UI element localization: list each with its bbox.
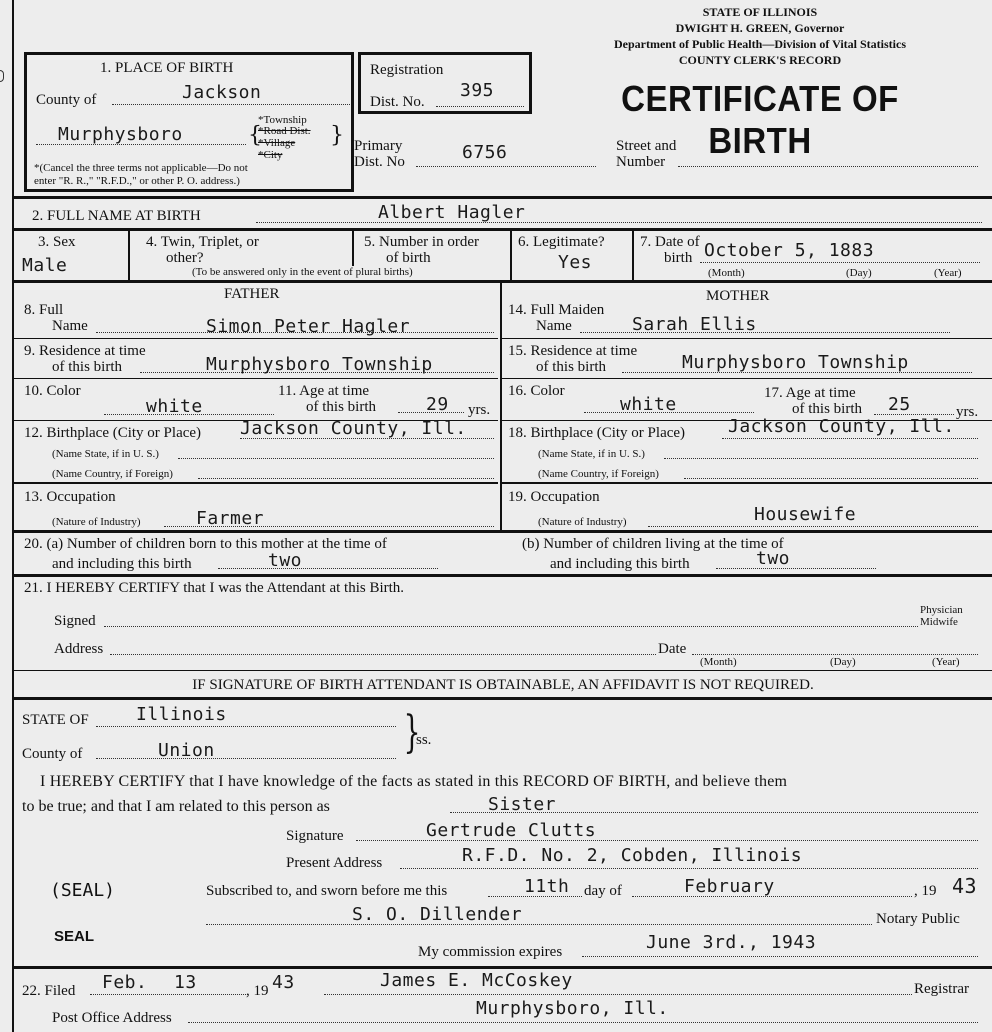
seal-paren-label: (SEAL)	[50, 880, 116, 901]
father-occupation-value: Farmer	[196, 508, 265, 529]
father-name-label-1: 8. Full	[24, 302, 64, 318]
page-title: CERTIFICATE OF BIRTH	[621, 78, 899, 161]
cancel-note-2: enter "R. R.," "R.F.D.," or other P. O. address.)	[34, 175, 240, 187]
children-born-label-1: 20. (a) Number of children born to this mother at the time of	[24, 536, 387, 552]
place-heading: 1. PLACE OF BIRTH	[100, 60, 234, 76]
attendant-address-label: Address	[54, 641, 104, 657]
father-age-value: 29	[426, 394, 449, 415]
commission-value: June 3rd., 1943	[646, 932, 817, 953]
opt-city: *City	[258, 149, 283, 161]
po-address-value: Murphysboro, Ill.	[476, 998, 669, 1019]
sworn-label: Subscribed to, and sworn before me this	[206, 883, 448, 899]
number-label: Number	[616, 154, 666, 170]
signature-value: Gertrude Clutts	[426, 820, 597, 841]
state-header: STATE OF ILLINOIS	[702, 5, 818, 19]
mother-heading: MOTHER	[706, 288, 770, 304]
county-of-value: Union	[158, 740, 215, 761]
opt-road: *Road Dist.	[258, 125, 311, 137]
ss-brace-icon: }	[403, 707, 421, 758]
father-state-label: (Name State, if in U. S.)	[52, 448, 159, 460]
children-living-label-1: (b) Number of children living at the time of	[522, 536, 784, 552]
children-living-value: two	[756, 548, 791, 569]
county-label: County of	[36, 92, 97, 108]
registrar-label: Registrar	[914, 981, 969, 997]
mother-birthplace-value: Jackson County, Ill.	[728, 416, 955, 437]
father-residence-value: Murphysboro Township	[206, 354, 433, 375]
ss-label: ss.	[416, 732, 432, 748]
mother-age-value: 25	[888, 394, 911, 415]
father-birthplace-value: Jackson County, Ill.	[240, 418, 467, 439]
primary-dist-label: Dist. No	[354, 154, 405, 170]
attendant-year-label: (Year)	[932, 656, 960, 668]
father-color-label: 10. Color	[24, 383, 81, 399]
county-of-label: County of	[22, 746, 83, 762]
attendant-day-label: (Day)	[830, 656, 856, 668]
po-address-label: Post Office Address	[52, 1010, 172, 1026]
commission-label: My commission expires	[418, 944, 563, 960]
mother-age-label-1: 17. Age at time	[764, 385, 856, 401]
state-of-label: STATE OF	[22, 712, 89, 728]
sworn-day-value: 11th	[524, 876, 570, 897]
day-of-label: day of	[584, 883, 622, 899]
mother-name-value: Sarah Ellis	[632, 314, 757, 335]
notary-public-label: Notary Public	[876, 911, 960, 927]
father-occupation-label: 13. Occupation	[24, 489, 116, 505]
mother-yrs-label: yrs.	[956, 404, 979, 420]
primary-value: 6756	[462, 142, 508, 163]
father-age-label-1: 11. Age at time	[278, 383, 370, 399]
legitimate-label: 6. Legitimate?	[518, 234, 605, 250]
order-label-2: of birth	[386, 250, 431, 266]
filed-year-value: 43	[272, 972, 295, 993]
brace-close-icon: }	[330, 123, 344, 148]
mother-name-label-1: 14. Full Maiden	[508, 302, 605, 318]
seal-label: SEAL	[54, 928, 95, 945]
sworn-year-value: 43	[952, 874, 978, 898]
father-name-value: Simon Peter Hagler	[206, 316, 411, 337]
affidavit-notice: IF SIGNATURE OF BIRTH ATTENDANT IS OBTAINABLE, AN AFFIDAVIT IS NOT REQUIRED.	[192, 677, 814, 693]
mother-industry-label: (Nature of Industry)	[538, 516, 627, 528]
father-heading: FATHER	[224, 286, 280, 302]
filed-day-value: 13	[174, 972, 197, 993]
mother-name-label-2: Name	[536, 318, 572, 334]
mother-age-label-2: of this birth	[792, 401, 862, 417]
filed-month-value: Feb.	[102, 972, 148, 993]
year-label: (Year)	[934, 267, 962, 279]
affidavit-certify-2: to be true; and that I am related to this person as	[22, 798, 330, 815]
mother-occupation-value: Housewife	[754, 504, 857, 525]
mother-country-label: (Name Country, if Foreign)	[538, 468, 659, 480]
mother-residence-value: Murphysboro Township	[682, 352, 909, 373]
present-address-value: R.F.D. No. 2, Cobden, Illinois	[462, 845, 803, 866]
relation-value: Sister	[488, 794, 557, 815]
twin-label-1: 4. Twin, Triplet, or	[146, 234, 259, 250]
father-res-label-2: of this birth	[52, 359, 122, 375]
mother-color-label: 16. Color	[508, 383, 565, 399]
cancel-note-1: *(Cancel the three terms not applicable—Do not	[34, 162, 248, 174]
left-border	[12, 0, 14, 1032]
date-label-2: birth	[664, 250, 693, 266]
state-of-value: Illinois	[136, 704, 227, 725]
attendant-signed-label: Signed	[54, 613, 96, 629]
opt-village: *Village	[258, 137, 296, 149]
brace-icon: {	[248, 123, 262, 148]
mother-occupation-label: 19. Occupation	[508, 489, 600, 505]
children-born-label-2: and including this birth	[52, 556, 192, 572]
filed-year-prefix: , 19	[246, 983, 269, 999]
department-header: Department of Public Health—Division of Vital Statistics	[614, 37, 906, 51]
opt-township: *Township	[258, 114, 307, 126]
full-name-value: Albert Hagler	[378, 202, 526, 223]
mother-res-label-1: 15. Residence at time	[508, 343, 638, 359]
order-label-1: 5. Number in order	[364, 234, 479, 250]
sex-value: Male	[22, 255, 68, 276]
children-born-value: two	[268, 550, 303, 571]
sworn-year-prefix: , 19	[914, 883, 937, 899]
sex-label: 3. Sex	[38, 234, 76, 250]
date-value: October 5, 1883	[704, 240, 875, 261]
midwife-label: Midwife	[920, 616, 958, 628]
plural-note: (To be answered only in the event of plural births)	[192, 266, 413, 278]
affidavit-certify-1: I HEREBY CERTIFY that I have knowledge of the facts as stated in this RECORD OF BIRTH, and believe them	[40, 773, 788, 790]
governor-header: DWIGHT H. GREEN, Governor	[675, 21, 845, 35]
mother-state-label: (Name State, if in U. S.)	[538, 448, 645, 460]
dist-value: 395	[460, 80, 495, 101]
father-res-label-1: 9. Residence at time	[24, 343, 146, 359]
twin-label-2: other?	[166, 250, 204, 266]
father-birthplace-label: 12. Birthplace (City or Place)	[24, 425, 202, 441]
record-header: COUNTY CLERK'S RECORD	[678, 53, 842, 67]
registrar-name-value: James E. McCoskey	[380, 970, 573, 991]
town-value: Murphysboro	[58, 124, 183, 145]
mother-res-label-2: of this birth	[536, 359, 606, 375]
physician-label: Physician	[920, 604, 963, 616]
present-address-label: Present Address	[286, 855, 383, 871]
full-name-label: 2. FULL NAME AT BIRTH	[32, 208, 201, 224]
primary-label: Primary	[354, 138, 403, 154]
signature-label: Signature	[286, 828, 344, 844]
dist-label: Dist. No.	[370, 94, 425, 110]
month-label: (Month)	[708, 267, 745, 279]
children-living-label-2: and including this birth	[550, 556, 690, 572]
father-age-label-2: of this birth	[306, 399, 376, 415]
county-value: Jackson	[182, 82, 262, 103]
mother-color-value: white	[620, 394, 677, 415]
father-country-label: (Name Country, if Foreign)	[52, 468, 173, 480]
margin-mark	[0, 70, 4, 82]
father-yrs-label: yrs.	[468, 402, 491, 418]
attendant-certify: 21. I HEREBY CERTIFY that I was the Attendant at this Birth.	[24, 580, 405, 596]
mother-birthplace-label: 18. Birthplace (City or Place)	[508, 425, 686, 441]
notary-value: S. O. Dillender	[352, 904, 523, 925]
sworn-month-value: February	[684, 876, 775, 897]
street-label: Street and	[616, 138, 677, 154]
father-name-label-2: Name	[52, 318, 88, 334]
date-label-1: 7. Date of	[640, 234, 700, 250]
father-color-value: white	[146, 396, 203, 417]
attendant-month-label: (Month)	[700, 656, 737, 668]
registration-label: Registration	[370, 62, 444, 78]
attendant-date-label: Date	[658, 641, 687, 657]
legitimate-value: Yes	[558, 252, 593, 273]
day-label: (Day)	[846, 267, 872, 279]
father-industry-label: (Nature of Industry)	[52, 516, 141, 528]
filed-label: 22. Filed	[22, 983, 76, 999]
